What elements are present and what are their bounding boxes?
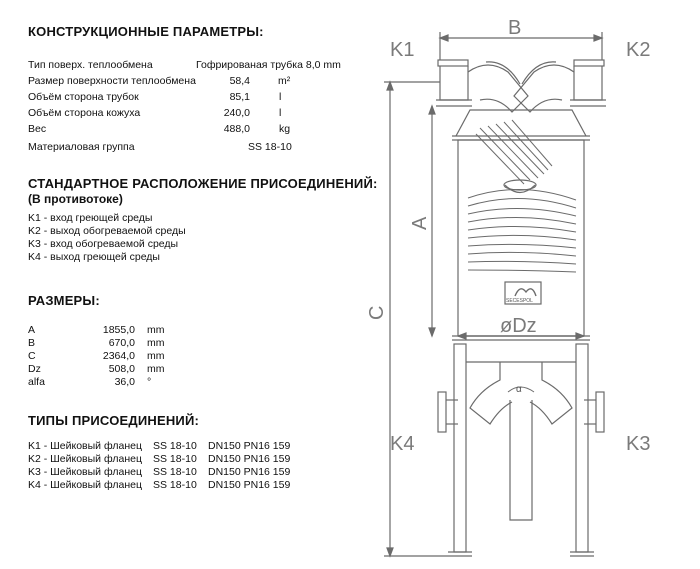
dim-unit: mm [147, 337, 165, 349]
param-unit: l [279, 107, 282, 119]
param-unit: kg [279, 123, 291, 135]
connection-item: K2 - выход обогреваемой среды [28, 225, 186, 237]
ctype-material: SS 18-10 [153, 466, 197, 478]
leg-right [576, 344, 588, 552]
ctype-label: K2 - Шейковый фланец [28, 453, 142, 465]
ctype-material: SS 18-10 [153, 479, 197, 491]
pipe-k1 [440, 66, 468, 100]
params-heading: КОНСТРУКЦИОННЫЕ ПАРАМЕТРЫ: [28, 24, 264, 39]
label-dz: øDz [500, 315, 537, 337]
heat-exchanger-drawing [366, 0, 700, 569]
dim-unit: mm [147, 350, 165, 362]
param-value: 85,1 [229, 91, 250, 103]
flange-k2-top [574, 60, 604, 66]
label-b: B [508, 17, 522, 39]
param-label: Размер поверхности теплообмена [28, 75, 196, 87]
param-unit: m² [278, 75, 291, 87]
label-a: A [409, 216, 431, 230]
label-k3: K3 [626, 433, 651, 455]
ctype-material: SS 18-10 [153, 453, 197, 465]
label-k1: K1 [390, 39, 415, 61]
ctype-spec: DN150 PN16 159 [208, 440, 291, 452]
coil [468, 189, 576, 272]
dim-value: 670,0 [108, 337, 135, 349]
ctype-material: SS 18-10 [153, 440, 197, 452]
logo-text: SECESPOL [506, 298, 533, 304]
flange-k1-top [438, 60, 468, 66]
dim-name: alfa [28, 376, 45, 388]
param-label: Вес [28, 123, 47, 135]
leg-left [454, 344, 466, 552]
connections-subheading: (В противотоке) [28, 192, 123, 206]
param-value: Гофрированая трубка 8,0 mm [196, 59, 341, 71]
connection-item: K1 - вход греющей среды [28, 212, 153, 224]
connection-types-heading: ТИПЫ ПРИСОЕДИНЕНИЙ: [28, 413, 200, 428]
pipe-k4 [470, 362, 512, 424]
label-c: C [366, 305, 388, 320]
pipe-k3 [530, 362, 572, 424]
dim-value: 1855,0 [102, 324, 135, 336]
dim-name: A [28, 324, 36, 336]
dim-name: C [28, 350, 36, 362]
ctype-spec: DN150 PN16 159 [208, 466, 291, 478]
param-label: Материаловая группа [28, 141, 135, 153]
top-head [456, 110, 586, 136]
pipe-k2 [574, 66, 602, 100]
ctype-spec: DN150 PN16 159 [208, 479, 291, 491]
connections-heading: СТАНДАРТНОЕ РАСПОЛОЖЕНИЕ ПРИСОЕДИНЕНИЙ: [28, 176, 378, 191]
dim-value: 36,0 [114, 376, 135, 388]
param-label: Тип поверх. теплообмена [28, 59, 153, 71]
param-label: Объём сторона трубок [28, 91, 139, 103]
param-value: 58,4 [229, 75, 250, 87]
dim-name: Dz [28, 363, 41, 375]
flange-k4 [438, 392, 446, 432]
ctype-spec: DN150 PN16 159 [208, 453, 291, 465]
dim-value: 2364,0 [102, 350, 135, 362]
param-value: SS 18-10 [248, 141, 292, 153]
label-k4: K4 [390, 433, 415, 455]
connection-item: K3 - вход обогреваемой среды [28, 238, 179, 250]
ctype-label: K3 - Шейковый фланец [28, 466, 142, 478]
label-k2: K2 [626, 39, 651, 61]
dim-unit: mm [147, 324, 165, 336]
dim-unit: ° [147, 376, 152, 388]
label-alpha: α [516, 384, 522, 395]
dim-unit: mm [147, 363, 165, 375]
dimensions-heading: РАЗМЕРЫ: [28, 293, 100, 308]
tube-bundle [476, 120, 552, 184]
connection-item: K4 - выход греющей среды [28, 251, 160, 263]
param-value: 240,0 [223, 107, 250, 119]
flange-k3 [596, 392, 604, 432]
dim-name: B [28, 337, 36, 349]
shell [458, 140, 584, 336]
param-unit: l [279, 91, 282, 103]
dim-value: 508,0 [108, 363, 135, 375]
ctype-label: K4 - Шейковый фланец [28, 479, 142, 491]
ctype-label: K1 - Шейковый фланец [28, 440, 142, 452]
param-value: 488,0 [223, 123, 250, 135]
param-label: Объём сторона кожуха [28, 107, 141, 119]
